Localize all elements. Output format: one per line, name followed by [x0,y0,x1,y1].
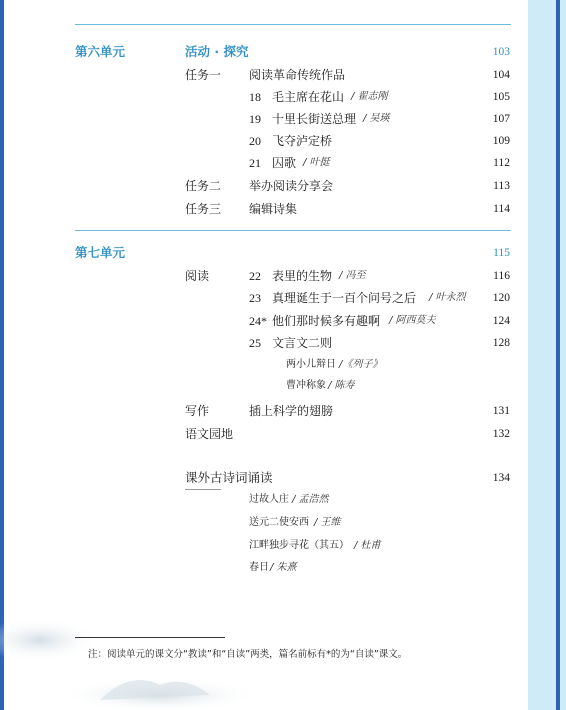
page-number: 105 [492,91,510,103]
page-number: 109 [492,135,510,147]
entry-title: 他们那时候多有趣啊 [272,314,381,328]
poem-row [0,490,566,510]
entry-author: / 叶永烈 [429,292,466,303]
entry-title: 飞夺泸定桥 [272,134,333,148]
poem-title: 江畔独步寻花（其五） [249,540,349,551]
page-number: 132 [492,428,510,440]
poem-row [0,513,566,533]
page-number: 131 [492,405,510,417]
toc-row [0,87,566,107]
entry-title: 十里长街送总理 [272,112,357,126]
entry-title: 毛主席在花山 [272,90,345,104]
page-number: 114 [493,203,510,215]
toc-row [0,401,566,421]
page-number: 116 [493,270,510,282]
sub-entry-title: 两小儿辩日 [286,359,336,370]
entry-author: / 吴瑛 [363,113,390,124]
page-number: 128 [492,337,510,349]
poem-row [0,536,566,556]
poem-author: / 杜甫 [354,540,381,551]
toc-row [0,266,566,286]
toc-row [0,288,566,308]
page-number: 134 [492,472,510,484]
toc-row [0,199,566,219]
entry-author: / 阿西莫夫 [389,315,436,326]
lesson-number: 18 [249,90,261,104]
poem-title: 过故人庄 [249,494,289,505]
entry-title: 文言文二则 [272,336,333,350]
task-label: 任务二 [185,179,222,193]
extra-reading-header-row [0,468,566,488]
footnote: 注：阅读单元的课文分“教读”和“自读”两类，篇名前标有*的为“自读”课文。 [88,649,408,660]
lesson-number: 20 [249,134,261,148]
unit-divider [75,230,511,231]
entry-title: 阅读革命传统作品 [249,68,346,82]
toc-row [0,311,566,331]
lesson-number: 19 [249,112,261,126]
toc-row [0,65,566,85]
entry-title: 表里的生物 [272,269,333,283]
unit-label: 第七单元 [75,245,126,260]
poem-author: / 孟浩然 [292,494,329,505]
section-label: 写作 [185,404,210,418]
page-number: 113 [493,180,510,192]
page-number: 103 [492,46,510,58]
toc-subrow [0,376,566,396]
unit-label: 第六单元 [75,44,126,59]
entry-title: 囚歌 [272,156,297,170]
section-label: 活动 · 探究 [185,44,249,59]
unit-7-header-row [0,243,566,263]
section-label: 语文园地 [185,427,234,441]
page-number: 104 [492,69,510,81]
toc-row [0,176,566,196]
poem-author: / 王维 [314,517,341,528]
sub-entry-author: / 陈寿 [328,380,355,391]
sub-entry-title: 曹冲称象 [286,380,326,391]
section-label: 阅读 [185,269,210,283]
toc-row [0,424,566,444]
poem-author: / 朱熹 [270,562,297,573]
toc-row [0,333,566,353]
entry-title: 编辑诗集 [249,202,298,216]
lesson-number: 23 [249,291,261,305]
poem-title: 春日 [249,562,269,573]
sub-entry-author: /《列子》 [339,359,383,370]
entry-author: / 翟志刚 [351,91,388,102]
page-number: 115 [493,247,510,259]
footnote-rule [75,637,225,638]
toc-row [0,153,566,173]
toc-row [0,109,566,129]
entry-author: / 冯至 [339,270,366,281]
poem-title: 送元二使安西 [249,517,309,528]
poem-row [0,558,566,578]
toc-row [0,131,566,151]
entry-author: / 叶挺 [303,157,330,168]
unit-6-header-row [0,42,566,62]
toc-subrow [0,355,566,375]
lesson-number: 25 [249,336,261,350]
lesson-number: 22 [249,269,261,283]
page-number: 107 [492,113,510,125]
page-number: 120 [492,292,510,304]
page-number: 124 [492,315,510,327]
lesson-number: 24* [249,314,267,328]
lesson-number: 21 [249,156,261,170]
entry-title: 真理诞生于一百个问号之后 [272,291,417,305]
entry-title: 举办阅读分享会 [249,179,334,193]
extra-heading: 课外古诗词诵读 [185,470,273,485]
top-divider [75,24,511,25]
page-number: 112 [493,157,510,169]
entry-title: 插上科学的翅膀 [249,404,334,418]
task-label: 任务三 [185,202,222,216]
task-label: 任务一 [185,68,222,82]
